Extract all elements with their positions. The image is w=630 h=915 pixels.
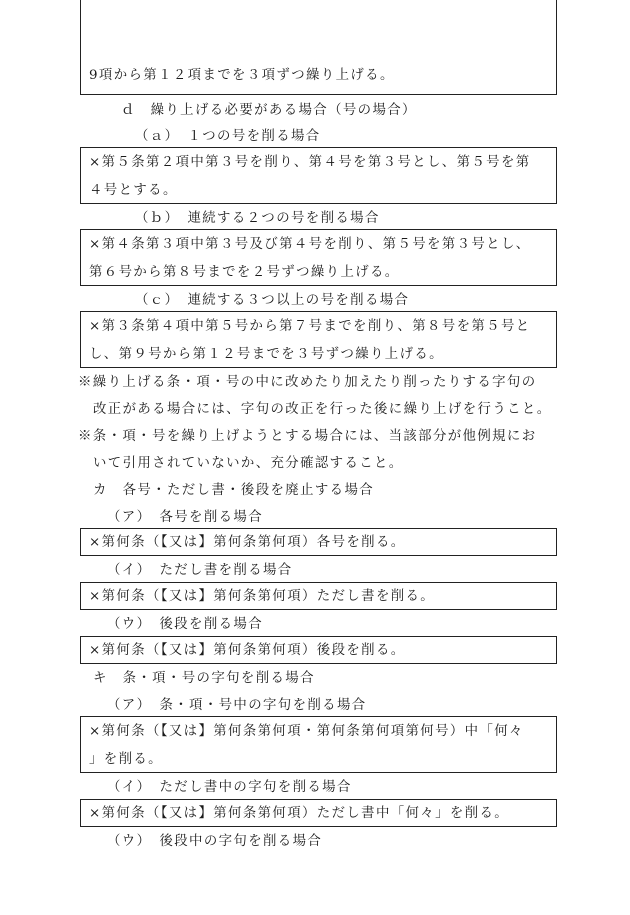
- note-1-line-2: 改正がある場合には、字句の改正を行った後に繰り上げを行うこと。: [93, 402, 552, 417]
- heading-d: ｄ 繰り上げる必要がある場合（号の場合）: [121, 103, 417, 118]
- heading-ka-a: （ア） 各号を削る場合: [107, 510, 263, 525]
- note-2-line-2: いて引用されていないか、充分確認すること。: [93, 456, 404, 471]
- heading-b: （ｂ） 連続する２つの号を削る場合: [135, 211, 380, 226]
- box-line: ×第何条（【又は】第何条第何項・第何条第何項第何号）中「何々: [89, 724, 524, 739]
- heading-ki-a: （ア） 条・項・号中の字句を削る場合: [107, 698, 367, 713]
- box-line: ×第３条第４項中第５号から第７号までを削り、第８号を第５号と: [89, 319, 531, 334]
- heading-ki: キ 条・項・号の字句を削る場合: [93, 671, 315, 686]
- example-box-a: [80, 147, 557, 204]
- example-box-c: [80, 311, 557, 368]
- box-line: 第６号から第８号までを２号ずつ繰り上げる。: [89, 265, 400, 280]
- heading-ki-u: （ウ） 後段中の字句を削る場合: [107, 834, 323, 849]
- note-2-line-1: ※条・項・号を繰り上げようとする場合には、当該部分が他例規にお: [78, 429, 537, 444]
- box-line: ×第何条（【又は】第何条第何項）ただし書中「何々」を削る。: [89, 806, 510, 821]
- example-box-ka-a: [80, 528, 557, 556]
- heading-ka-i: （イ） ただし書を削る場合: [107, 563, 293, 578]
- example-box-ki-i: [80, 799, 557, 827]
- box-line: 9項から第１２項までを３項ずつ繰り上げる。: [89, 68, 395, 83]
- box-line: ×第何条（【又は】第何条第何項）後段を削る。: [89, 643, 406, 658]
- example-box-b: [80, 229, 557, 286]
- box-line: 」を削る。: [89, 752, 163, 767]
- heading-ka: カ 各号・ただし書・後段を廃止する場合: [93, 483, 375, 498]
- box-line: ×第何条（【又は】第何条第何項）各号を削る。: [89, 535, 406, 550]
- box-line: ×第５条第２項中第３号を削り、第４号を第３号とし、第５号を第: [89, 155, 531, 170]
- example-box-ki-a: [80, 716, 557, 773]
- box-line: ４号とする。: [89, 183, 178, 198]
- box-line: ×第何条（【又は】第何条第何項）ただし書を削る。: [89, 589, 436, 604]
- heading-a: （ａ） １つの号を削る場合: [135, 129, 321, 144]
- example-box-ka-u: [80, 636, 557, 664]
- note-1-line-1: ※繰り上げる条・項・号の中に改めたり加えたり削ったりする字句の: [78, 375, 537, 390]
- box-line: ×第４条第３項中第３号及び第４号を削り、第５号を第３号とし、: [89, 237, 531, 252]
- heading-ka-u: （ウ） 後段を削る場合: [107, 617, 263, 632]
- heading-ki-i: （イ） ただし書中の字句を削る場合: [107, 780, 352, 795]
- heading-c: （ｃ） 連続する３つ以上の号を削る場合: [135, 293, 410, 308]
- box-line: し、第９号から第１２号までを３号ずつ繰り上げる。: [89, 347, 444, 362]
- example-box-ka-i: [80, 582, 557, 610]
- example-box-top: [80, 0, 557, 95]
